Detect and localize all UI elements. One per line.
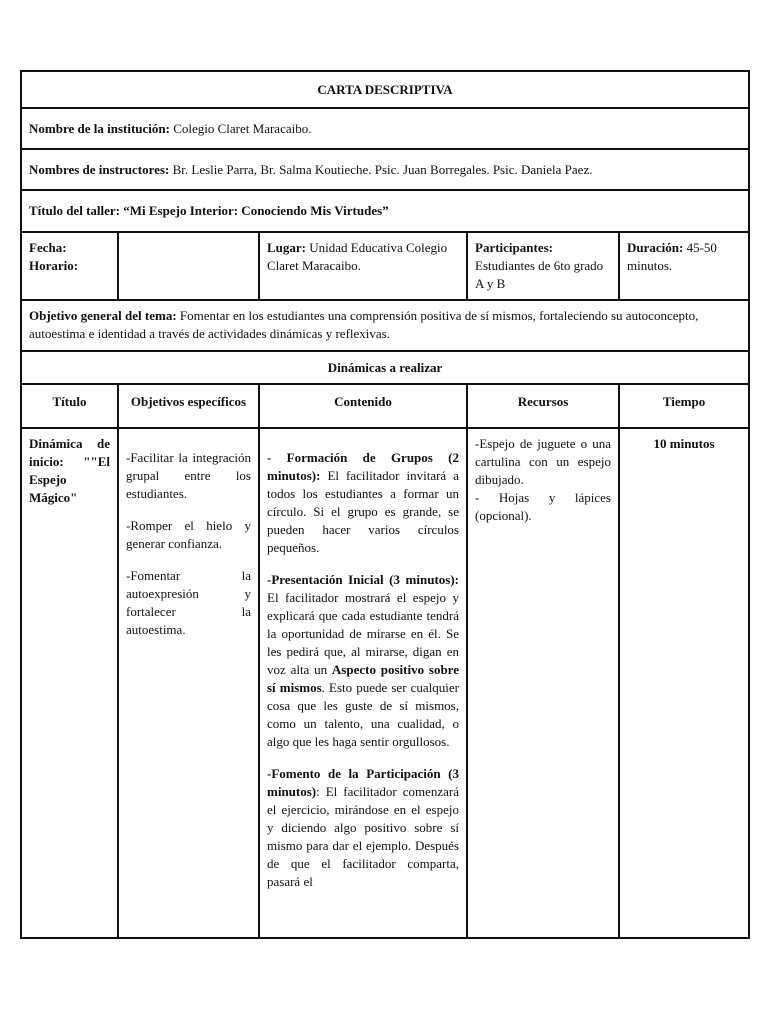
lugar-cell: [259, 232, 467, 300]
resources-cell: [467, 428, 619, 938]
col-header-objectives: Objetivos específicos: [118, 384, 259, 428]
workshop-row: [21, 190, 749, 232]
content-text: : El facilitador comenzará el ejercicio, mirándose en el espejo y diciendo algo positivo sobre sí mismo para dar el ejemplo. Después de que el facilitador comparta, pasará el: [267, 784, 459, 889]
participantes-label: Participantes:: [475, 240, 553, 255]
col-header-resources: Recursos: [467, 384, 619, 428]
duracion-value: 45-50 minutos.: [627, 240, 717, 273]
content-cell: [259, 428, 467, 938]
content-text: . Esto puede ser cualquier cosa que les guste de sí mismos, como un talento, una cualidad, o algo que les haga sentir orgullosos.: [267, 680, 459, 749]
col-header-content: Contenido: [259, 384, 467, 428]
objective-row: [21, 300, 749, 351]
content-body: [267, 449, 459, 929]
fecha-horario-cell: [21, 232, 118, 300]
empty-date-cell: [118, 232, 259, 300]
content-paragraph-groups: [267, 449, 459, 557]
objective-item: -Fomentar la autoexpresión y fortalecer la autoestima.: [126, 568, 251, 637]
specific-objectives-cell: [118, 428, 259, 938]
participantes-cell: [467, 232, 619, 300]
instructors-label: Nombres de instructores:: [29, 161, 170, 177]
content-emphasis: Aspecto positivo sobre sí mismos: [267, 662, 459, 695]
content-paragraph-participation: [267, 765, 459, 891]
content-heading: - Formación de Grupos (2 minutos):: [267, 450, 459, 483]
workshop-label: Título del taller:: [29, 203, 120, 218]
duracion-label: Duración:: [627, 240, 684, 255]
institution-value: Colegio Claret Maracaibo.: [169, 120, 312, 136]
workshop-value: “Mi Espejo Interior: Conociendo Mis Virtudes”: [120, 203, 389, 218]
objective-item: -Romper el hielo y generar confianza.: [126, 518, 251, 551]
horario-label: Horario:: [29, 258, 79, 273]
resource-item: - Hojas y lápices (opcional).: [475, 490, 611, 523]
objective-label: Objetivo general del tema:: [29, 308, 177, 323]
resource-item: -Espejo de juguete o una cartulina con un espejo dibujado.: [475, 436, 611, 487]
document-title: CARTA DESCRIPTIVA: [21, 71, 749, 108]
duracion-cell: [619, 232, 749, 300]
content-paragraph-presentation: [267, 571, 459, 751]
content-heading: -Presentación Inicial (3 minutos):: [267, 572, 459, 587]
institution-label: Nombre de la institución:: [29, 120, 170, 136]
fecha-label: Fecha:: [29, 240, 67, 255]
lugar-label: Lugar:: [267, 240, 306, 255]
institution-row: [21, 108, 749, 149]
col-header-title: Título: [21, 384, 118, 428]
descriptive-chart-table: [20, 70, 750, 939]
participantes-value: Estudiantes de 6to grado A y B: [475, 258, 604, 291]
instructors-row: [21, 149, 749, 190]
dynamics-header: Dinámicas a realizar: [21, 351, 749, 384]
objective-value: Fomentar en los estudiantes una comprensión positiva de sí mismos, fortaleciendo su autoconcepto, autoestima e identidad a través de actividades dinámicas y reflexivas.: [29, 308, 699, 341]
instructors-value: Br. Leslie Parra, Br. Salma Koutieche. Psic. Juan Borregales. Psic. Daniela Paez.: [169, 161, 593, 177]
objective-item: -Facilitar la integración grupal entre los estudiantes.: [126, 450, 251, 501]
col-header-time: Tiempo: [619, 384, 749, 428]
time-cell: 10 minutos: [619, 428, 749, 938]
content-text: El facilitador mostrará el espejo y explicará que cada estudiante tendrá la oportunidad de mirarse en él. Se les pedirá que, al mirarse, digan en voz alta un: [267, 590, 459, 677]
content-text: El facilitador invitará a todos los estudiantes a formar un círculo. Si el grupo es grande, se pueden hacer varios círculos pequeños.: [267, 468, 459, 555]
lugar-value: Unidad Educativa Colegio Claret Maracaibo.: [267, 240, 448, 273]
dynamic-title-cell: Dinámica de inicio: ""El Espejo Mágico": [21, 428, 118, 938]
content-heading: -Fomento de la Participación (3 minutos): [267, 766, 459, 799]
